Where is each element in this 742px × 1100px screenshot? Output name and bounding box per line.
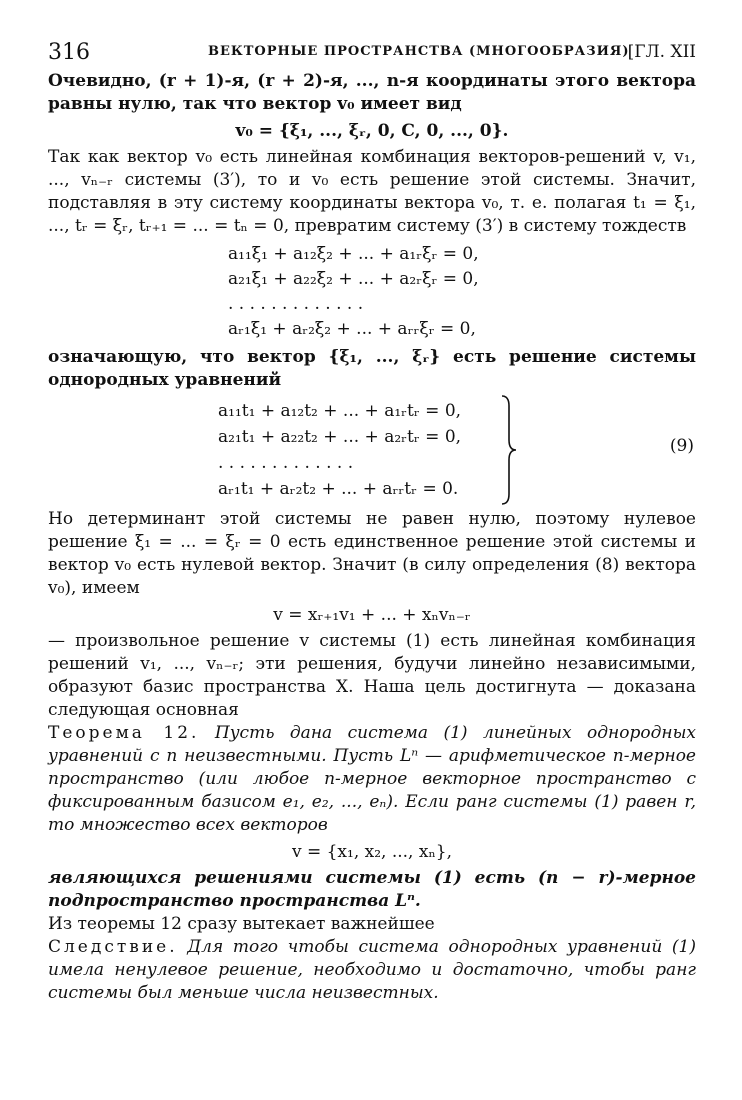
page-number: 316 bbox=[48, 40, 90, 65]
formula-v0: v₀ = {ξ₁, ..., ξᵣ, 0, C, 0, ..., 0}. bbox=[235, 121, 509, 141]
corollary bbox=[48, 936, 696, 1005]
paragraph-6: Из теоремы 12 сразу вытекает важнейшее bbox=[48, 914, 435, 934]
corollary-text: Для того чтобы система однородных уравнений (1) имела ненулевое решение, необходимо и достаточно, чтобы ранг системы был меньше числа неизвестных. bbox=[48, 937, 697, 1003]
equation-system-9 bbox=[48, 398, 696, 502]
system-row: . . . . . . . . . . . . . bbox=[228, 294, 364, 314]
paragraph-3: означающую, что вектор {ξ₁, ..., ξᵣ} есть решение системы однородных уравнений bbox=[48, 347, 696, 390]
theorem-label: Теорема 12. bbox=[48, 723, 200, 743]
book-page bbox=[48, 30, 696, 1005]
system-row: aᵣ₁t₁ + aᵣ₂t₂ + ... + aᵣᵣtᵣ = 0. bbox=[218, 479, 459, 499]
theorem-tail: являющихся решениями системы (1) есть (n − r)-мерное подпространство пространства Lⁿ. bbox=[48, 868, 696, 911]
equation-number: (9) bbox=[669, 436, 694, 456]
paragraph-4: Но детерминант этой системы не равен нулю, поэтому нулевое решение ξ₁ = ... = ξᵣ = 0 есть единственное решение этой системы и вектор v₀ есть нулевой вектор. Значит (в силу определения (8) вектора v₀), имеем bbox=[48, 509, 696, 598]
identity-system bbox=[228, 242, 696, 342]
system-row: a₁₁ξ₁ + a₁₂ξ₂ + ... + a₁ᵣξᵣ = 0, bbox=[228, 244, 479, 264]
right-brace-icon bbox=[500, 394, 520, 506]
system-row: . . . . . . . . . . . . . bbox=[218, 453, 354, 473]
paragraph-2: Так как вектор v₀ есть линейная комбинация векторов-решений v, v₁, ..., vₙ₋ᵣ системы (3′), то и v₀ есть решение этой системы. Значит, подставляя в эту систему координаты вектора v₀, т. е. полагая t₁ = ξ₁, ..., tᵣ = ξᵣ, tᵣ₊₁ = ... = tₙ = 0, превратим систему (3′) в систему тождеств bbox=[48, 147, 696, 236]
theorem-12 bbox=[48, 722, 696, 837]
system-row: aᵣ₁ξ₁ + aᵣ₂ξ₂ + ... + aᵣᵣξᵣ = 0, bbox=[228, 319, 476, 339]
page-header bbox=[48, 30, 696, 64]
running-title: ВЕКТОРНЫЕ ПРОСТРАНСТВА (МНОГООБРАЗИЯ) bbox=[208, 44, 630, 59]
corollary-label: Следствие. bbox=[48, 937, 178, 957]
formula-vector-set: v = {x₁, x₂, ..., xₙ}, bbox=[291, 842, 453, 862]
system-row: a₂₁ξ₁ + a₂₂ξ₂ + ... + a₂ᵣξᵣ = 0, bbox=[228, 269, 479, 289]
chapter-label: [ГЛ. XII bbox=[627, 42, 696, 62]
paragraph-5: — произвольное решение v системы (1) есть линейная комбинация решений v₁, ..., vₙ₋ᵣ; эти решения, будучи линейно независимыми, образуют базис пространства X. Наша цель достигнута — доказана следующая основная bbox=[48, 631, 696, 720]
system-row: a₁₁t₁ + a₁₂t₂ + ... + a₁ᵣtᵣ = 0, bbox=[218, 401, 462, 421]
formula-v: v = xᵣ₊₁v₁ + ... + xₙvₙ₋ᵣ bbox=[273, 605, 471, 625]
paragraph-1: Очевидно, (r + 1)-я, (r + 2)-я, ..., n-я координаты этого вектора равны нулю, так что вектор v₀ имеет вид bbox=[48, 71, 696, 114]
theorem-text: Пусть дана система (1) линейных однородных уравнений с n неизвестными. Пусть Lⁿ — арифметическое n-мерное пространство (или любое n-мерное векторное пространство с фиксированным базисом e₁, e₂, ..., eₙ). Если ранг системы (1) равен r, то множество всех векторов bbox=[48, 723, 697, 835]
system-row: a₂₁t₁ + a₂₂t₂ + ... + a₂ᵣtᵣ = 0, bbox=[218, 427, 462, 447]
